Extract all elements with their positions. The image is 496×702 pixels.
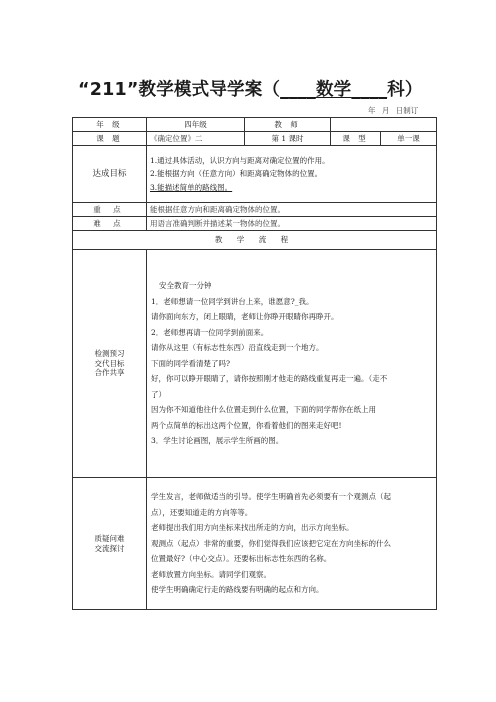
section2-label-line: 质疑问难 — [94, 534, 125, 544]
section1-label — [73, 250, 147, 478]
section1-line: 两个点简单的标出这两个位置，你看着他们的图来走好吧! — [151, 420, 342, 430]
section2-row — [73, 478, 437, 610]
grade-value: 四年级 — [147, 118, 245, 132]
section1-line: 好，你可以睁开眼睛了，请你按照刚才他走的路线重复再走一遍。（走不 — [151, 374, 388, 384]
section2-line: 学生发言，老师做适当的引导。使学生明确首先必须要有一个观测点（起 — [151, 492, 391, 502]
page-title — [78, 76, 438, 101]
type-value: 单一课 — [381, 132, 437, 146]
info-row-grade — [73, 118, 437, 132]
info-row-topic — [73, 132, 437, 146]
title-prefix: “211”教学模式导学案（ — [78, 80, 281, 100]
section1-label-line: 检测预习 — [94, 349, 125, 359]
section1-content — [147, 250, 437, 478]
section2-line: 老师提出我们用方向坐标来找出所走的方向，出示方向坐标。 — [151, 523, 354, 533]
grade-label: 年 级 — [73, 118, 147, 132]
section1-line: 因为你不知道他往什么位置走到什么位置，下面的同学帮你在纸上用 — [151, 405, 376, 415]
title-suffix: 科） — [387, 80, 423, 100]
section1-line: 下面的同学看清楚了吗? — [151, 358, 231, 368]
goals-row — [73, 146, 437, 203]
goal-item: 2.能根据方向（任意方向）和距离确定物体的位置。 — [150, 169, 323, 179]
section2-label-line: 交流探讨 — [94, 543, 125, 553]
section2-line: 位置最好?（中心交点）。还要标出标志性东西的名称。 — [151, 554, 332, 564]
section1-line: 3．学生讨论画图，展示学生所画的图。 — [151, 436, 284, 446]
section1-line: 安全教育一分钟 — [159, 281, 212, 291]
section1-line: 请你面向东方，闭上眼睛，老师让你睁开眼睛你再睁开。 — [151, 312, 339, 322]
section1-label-line: 合作共享 — [94, 368, 125, 378]
topic-value: 《确定位置》二 — [147, 132, 245, 146]
section2-label — [73, 478, 147, 610]
section1-line: 了） — [151, 389, 166, 399]
section1-line: 1．老师想请一位同学到讲台上来，谁愿意?_我。 — [151, 296, 314, 306]
section1-row — [73, 250, 437, 478]
section1-line: 请你从这里（有标志性东西）沿直线走到一个地方。 — [151, 343, 324, 353]
date-line: 年 月 日制订 — [368, 106, 419, 115]
goals-content — [147, 146, 437, 203]
teacher-value — [331, 118, 437, 132]
flow-heading-row — [73, 231, 437, 250]
title-subject: 数学 — [315, 80, 352, 100]
key-point-row — [73, 203, 437, 217]
section1-line: 2．老师想再请一位同学到前面来。 — [151, 327, 269, 337]
section2-content — [147, 478, 437, 610]
goals-label: 达成目标 — [73, 146, 147, 203]
title-blank-left: ____ — [280, 80, 316, 100]
section2-line: 点），还要知道走的方向等等。 — [151, 507, 253, 517]
flow-heading: 教 学 流 程 — [73, 231, 437, 250]
lesson-plan-table — [72, 117, 437, 610]
difficulty-value: 用语言准确判断并描述某一物体的位置。 — [147, 217, 437, 231]
teacher-label: 教 师 — [245, 118, 331, 132]
key-point-label: 重 点 — [73, 203, 147, 217]
topic-label: 课 题 — [73, 132, 147, 146]
type-label: 课 型 — [331, 132, 381, 146]
goal-item: 1.通过具体活动，认识方向与距离对确定位置的作用。 — [150, 155, 330, 165]
title-blank-right: ____ — [351, 80, 388, 100]
difficulty-label: 难 点 — [73, 217, 147, 231]
goal-item: 3.能描述简单的路线图。 — [150, 182, 233, 192]
section2-line: 老师放置方向坐标。请同学们观察。 — [151, 569, 271, 579]
key-point-value: 能根据任意方向和距离确定物体的位置。 — [147, 203, 437, 217]
section1-label-line: 交代目标 — [94, 358, 125, 368]
difficulty-row — [73, 217, 437, 231]
section2-line: 观测点（起点）非常的重要，你们觉得我们应该把它定在方向坐标的什么 — [151, 538, 391, 548]
section2-line: 使学生明确确定行走的路线要有明确的起点和方向。 — [151, 585, 324, 595]
session-value: 第 1 课时 — [245, 132, 331, 146]
